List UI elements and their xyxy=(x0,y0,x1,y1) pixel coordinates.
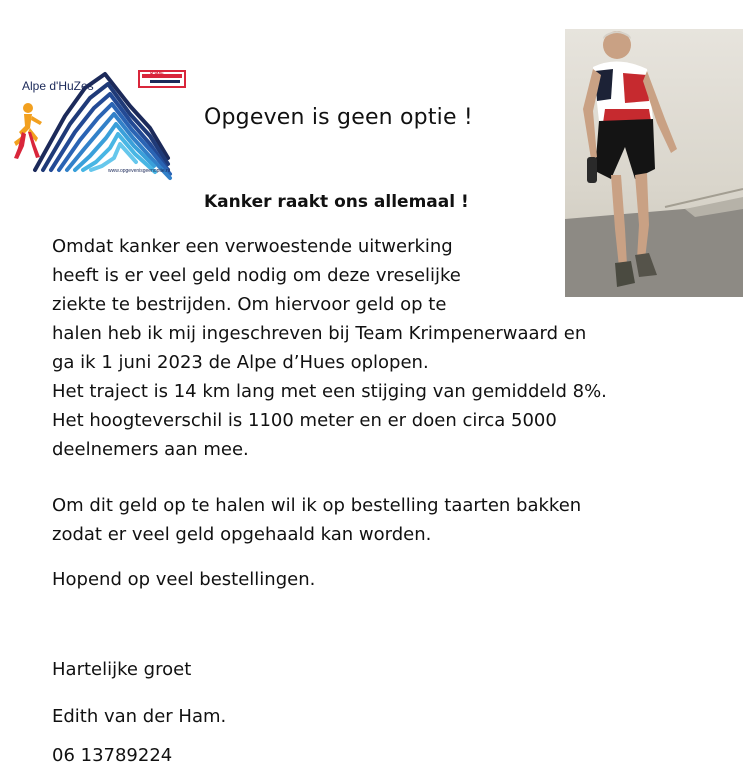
paragraph-line: Het hoogteverschil is 1100 meter en er doen circa 5000 xyxy=(52,410,557,431)
paragraph-line: ga ik 1 juni 2023 de Alpe d’Hues oplopen. xyxy=(52,352,429,373)
paragraph-line: Om dit geld op te halen wil ik op bestelling taarten bakken xyxy=(52,495,582,516)
logo-text: Alpe d'HuZes xyxy=(22,79,94,93)
phone-number: 06 13789224 xyxy=(52,745,173,766)
paragraph-line: ziekte te bestrijden. Om hiervoor geld op te xyxy=(52,294,447,315)
paragraph-line: Omdat kanker een verwoestende uitwerking xyxy=(52,236,453,257)
logo-url: www.opgevenisgeenoptie.nl xyxy=(108,168,170,174)
headline: Opgeven is geen optie ! xyxy=(204,105,473,130)
paragraph-line: halen heb ik mij ingeschreven bij Team Krimpenerwaard en xyxy=(52,323,587,344)
paragraph-line: zodat er veel geld opgehaald kan worden. xyxy=(52,524,432,545)
signature: Edith van der Ham. xyxy=(52,706,227,727)
paragraph-cakes xyxy=(52,491,581,549)
paragraph-intro xyxy=(52,232,607,464)
paragraph-line: heeft is er veel geld nodig om deze vreselijke xyxy=(52,265,461,286)
paragraph-hope: Hopend op veel bestellingen. xyxy=(52,569,316,590)
paragraph-line: deelnemers aan mee. xyxy=(52,439,249,460)
greeting: Hartelijke groet xyxy=(52,659,192,680)
subheadline: Kanker raakt ons allemaal ! xyxy=(204,192,469,212)
paragraph-line: Het traject is 14 km lang met een stijging van gemiddeld 8%. xyxy=(52,381,607,402)
logo-badge-text: KWF xyxy=(150,72,164,78)
